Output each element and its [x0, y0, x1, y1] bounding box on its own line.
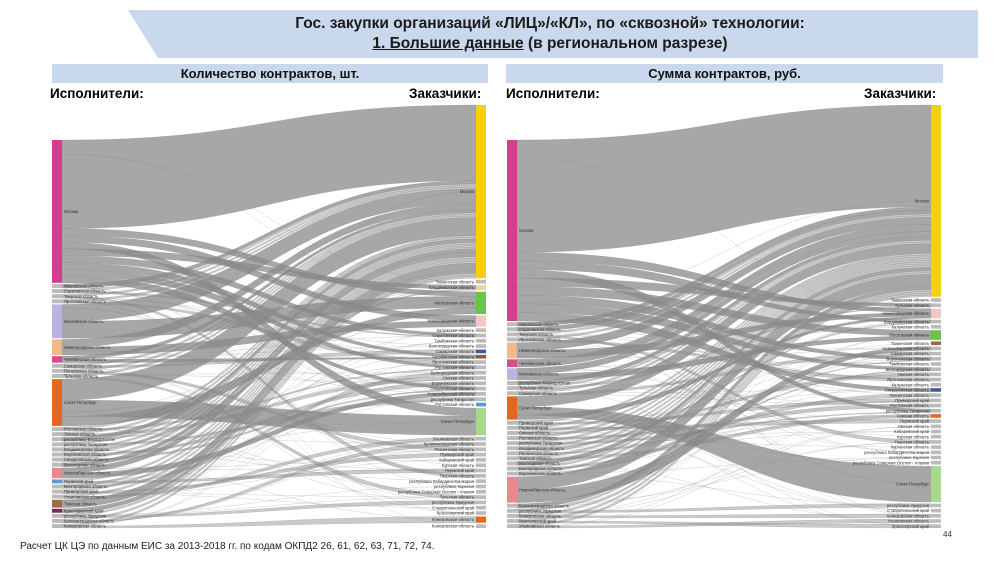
count-executor-node — [52, 447, 62, 451]
sum-customer-node — [931, 461, 941, 465]
sum-customer-label: Ульяновская область — [887, 518, 929, 524]
count-executor-label: Кемеровская область — [64, 523, 107, 529]
sum-customer-node — [931, 519, 941, 523]
sum-executor-node — [507, 467, 517, 471]
sum-customer-label: Свердловская область — [884, 387, 929, 393]
count-executor-node — [52, 495, 62, 499]
count-executor-node — [52, 369, 62, 373]
count-executor-label: Саратовская область — [64, 288, 106, 294]
count-customer-node — [476, 506, 486, 510]
sum-executor-label: Кемеровская область — [519, 513, 562, 519]
sum-customer-node — [931, 378, 941, 382]
sum-executor-label: Ульяновская область — [519, 523, 561, 529]
count-customer-node — [476, 105, 486, 278]
sum-customer-node — [931, 362, 941, 366]
count-executor-node — [52, 453, 62, 457]
left-panel-header: Количество контрактов, шт. — [52, 64, 488, 83]
title-topic: 1. Большие данные — [372, 35, 524, 52]
count-customer-label: Пензенская область — [434, 446, 474, 452]
count-customer-label: Кемеровская область — [431, 517, 474, 523]
sum-executor-label: Ярославская область — [519, 337, 562, 343]
sum-executor-node — [507, 477, 517, 503]
count-customer-label: Воронежская область — [431, 380, 474, 386]
count-customer-label: Московская область — [434, 300, 474, 306]
sum-customer-node — [931, 419, 941, 423]
title-subtopic: (в региональном разрезе) — [523, 35, 728, 52]
count-executor-label: Воронежская область — [64, 452, 107, 458]
sum-executor-label: Новосибирская область — [519, 487, 566, 493]
sum-customer-label: Белгородская область — [885, 366, 929, 372]
sum-customer-node — [931, 352, 941, 356]
count-customer-node — [476, 365, 486, 369]
sum-customer-node — [931, 347, 941, 351]
count-executor-node — [52, 140, 62, 283]
sum-executor-node — [507, 446, 517, 450]
count-customer-label: Ярославская область — [431, 359, 474, 365]
sum-executor-label: Ивановская область — [519, 321, 559, 327]
sum-executor-label: Московская область — [519, 371, 559, 377]
count-customer-label: Самарская область — [435, 349, 474, 355]
count-links — [62, 105, 476, 528]
count-executor-label: Ярославская область — [64, 298, 107, 304]
count-customer-label: Красноярский край — [436, 510, 474, 516]
count-executor-node — [52, 374, 62, 378]
sum-customer-node — [931, 445, 941, 449]
count-customer-node — [476, 485, 486, 489]
sum-executor-label: республика Башкортостан — [519, 380, 571, 386]
sum-executor-label: Калининградская область — [519, 503, 570, 509]
sum-customer-node — [931, 298, 941, 302]
count-executor-node — [52, 458, 62, 462]
count-executor-label: Краснодарский край — [64, 508, 104, 514]
count-customer-node — [476, 371, 486, 375]
sum-executor-label: республика Татарстан — [519, 440, 563, 446]
count-customer-node — [476, 403, 486, 407]
sum-executor-label: Ростовская область — [519, 435, 558, 441]
count-customer-node — [476, 442, 486, 446]
sum-customer-node — [931, 435, 941, 439]
sum-executor-label: Тульская область — [519, 385, 554, 391]
count-executor-node — [52, 364, 62, 368]
sum-customer-label: Владимирская область — [883, 319, 929, 325]
sum-customer-label: Ярославская область — [886, 377, 929, 383]
sum-customer-node — [931, 105, 941, 297]
sum-executor-node — [507, 343, 517, 359]
sum-executor-node — [507, 327, 517, 331]
sum-customer-node — [931, 383, 941, 387]
count-customer-label: Ставропольский край — [432, 505, 474, 511]
count-executor-node — [52, 463, 62, 467]
right-panel-executors-label: Исполнители: — [506, 86, 600, 101]
count-customer-node — [476, 490, 486, 494]
sum-executor-node — [507, 396, 517, 419]
count-customer-node — [476, 316, 486, 327]
count-executor-node — [52, 432, 62, 436]
sum-customer-node — [931, 514, 941, 518]
sum-customer-label: Новосибирская область — [882, 346, 929, 352]
count-executor-node — [52, 294, 62, 298]
sum-executor-node — [507, 368, 517, 380]
count-customer-node — [476, 397, 486, 401]
sum-customer-label: Тюменская область — [890, 297, 929, 303]
sum-customer-node — [931, 466, 941, 502]
count-customer-label: республика Удмуртия — [431, 500, 474, 506]
sum-executor-node — [507, 451, 517, 455]
count-customer-label: Свердловская область — [429, 386, 474, 392]
sum-customer-label: Ростовская область — [890, 403, 929, 409]
sum-executor-node — [507, 426, 517, 430]
sum-customer-label: Пензенская область — [889, 392, 929, 398]
sum-customer-label: Хабаровский край — [893, 429, 929, 435]
sum-customer-label: Курская область — [896, 434, 929, 440]
sum-customer-label: Московская область — [889, 332, 929, 338]
count-customer-node — [476, 292, 486, 314]
count-executor-node — [52, 509, 62, 513]
count-executor-label: Владимирская область — [64, 447, 110, 453]
sum-customer-node — [931, 425, 941, 429]
count-customer-label: Владимирская область — [428, 285, 474, 291]
count-customer-node — [476, 479, 486, 483]
sum-executor-node — [507, 436, 517, 440]
sum-customer-label: Москва — [914, 198, 929, 204]
count-customer-label: Волгоградская область — [428, 343, 474, 349]
left-panel-customers-label: Заказчики: — [409, 86, 482, 101]
sum-executor-node — [507, 386, 517, 390]
sum-customer-node — [931, 456, 941, 460]
count-executor-node — [52, 442, 62, 446]
sum-executor-node — [507, 431, 517, 435]
sum-customer-node — [931, 367, 941, 371]
count-executor-node — [52, 485, 62, 489]
sum-executor-node — [507, 381, 517, 385]
sum-executor-label: Приморский край — [519, 420, 553, 426]
sum-executor-node — [507, 391, 517, 395]
sum-customer-label: Курганская область — [890, 444, 929, 450]
count-executor-label: Калининградская область — [64, 518, 115, 524]
count-customer-label: Санкт-Петербург — [441, 419, 474, 425]
count-customer-label: Ростовская область — [435, 364, 474, 370]
count-executor-node — [52, 427, 62, 431]
count-executor-label: республика Татарстан — [64, 441, 108, 447]
count-customer-label: республика Северная Осетия - Алания — [397, 489, 474, 495]
sum-customer-node — [931, 303, 941, 307]
sum-customer-label: Тамбовская область — [889, 361, 929, 367]
count-customer-node — [476, 524, 486, 528]
sum-executor-label: Саратовская область — [519, 326, 561, 332]
right-panel-customers-label: Заказчики: — [864, 86, 937, 101]
count-customer-node — [476, 447, 486, 451]
count-executor-label: Пермский край — [64, 478, 94, 484]
count-customer-label: республика Карелия — [434, 484, 474, 490]
sum-executor-label: Москва — [519, 228, 534, 234]
sum-executor-label: Нижегородская область — [519, 347, 566, 353]
count-customer-node — [476, 392, 486, 396]
count-customer-node — [476, 387, 486, 391]
count-executor-label: республика Удмуртия — [64, 513, 107, 519]
count-customer-label: Омская область — [442, 375, 474, 381]
sum-customer-label: Калужская область — [891, 382, 929, 388]
count-executor-label: Челябинская область — [64, 357, 107, 363]
count-executor-node — [52, 437, 62, 441]
sum-customer-node — [931, 524, 941, 528]
right-panel-header: Сумма контрактов, руб. — [506, 64, 943, 83]
sum-customer-node — [931, 330, 941, 340]
sum-customer-node — [931, 504, 941, 508]
count-executor-node — [52, 524, 62, 528]
count-customer-label: Нижегородская область — [427, 318, 474, 324]
count-customer-node — [476, 285, 486, 290]
count-customer-node — [476, 458, 486, 462]
sum-customer-label: Санкт-Петербург — [896, 481, 929, 487]
count-executor-label: Москва — [64, 209, 79, 215]
count-executor-node — [52, 379, 62, 426]
count-customer-label: республика Татарстан — [430, 396, 474, 402]
sum-customer-node — [931, 309, 941, 319]
count-executor-node — [52, 519, 62, 523]
sum-executor-node — [507, 140, 517, 321]
count-customer-node — [476, 328, 486, 332]
sum-customer-label: Красноярский край — [891, 523, 929, 529]
count-customer-node — [476, 334, 486, 338]
count-customer-label: Пермский край — [444, 468, 474, 474]
sum-customer-node — [931, 409, 941, 413]
count-executor-node — [52, 304, 62, 338]
sankey-chart-count — [50, 100, 490, 532]
count-customer-label: Приморский край — [440, 452, 474, 458]
sum-executor-label: Челябинская область — [519, 360, 562, 366]
sum-customer-label: Тюменская область — [890, 340, 929, 346]
sum-executor-label: Томская область — [519, 455, 552, 461]
count-customer-label: республика Кабардино-Балкария — [409, 478, 474, 484]
count-customer-node — [476, 517, 486, 523]
sum-executor-node — [507, 359, 517, 367]
sum-customer-node — [931, 399, 941, 403]
count-customer-node — [476, 463, 486, 467]
sum-customer-node — [931, 509, 941, 513]
sum-customer-label: республика Удмуртия — [886, 503, 929, 509]
count-customer-node — [476, 355, 486, 359]
sum-customer-label: Омская область — [897, 371, 929, 377]
sum-customer-label: Нижегородская область — [882, 311, 929, 317]
sum-executor-node — [507, 332, 517, 336]
count-customer-node — [476, 350, 486, 354]
count-executor-node — [52, 514, 62, 518]
source-footnote: Расчет ЦК ЦЭ по данным ЕИС за 2013-2018 гг. по кодам ОКПД2 26, 61, 62, 63, 71, 72, 74. — [20, 541, 435, 552]
sum-executor-node — [507, 441, 517, 445]
count-executor-label: Нижегородская область — [64, 344, 111, 350]
count-customer-label: Тюменская область — [435, 279, 474, 285]
sum-customer-node — [931, 373, 941, 377]
left-panel-executors-label: Исполнители: — [50, 86, 144, 101]
sum-customer-node — [931, 357, 941, 361]
count-executor-label: Томская область — [64, 501, 97, 507]
sum-customer-label: Самарская область — [890, 351, 929, 357]
sum-executor-node — [507, 456, 517, 460]
count-executor-node — [52, 356, 62, 362]
sum-executor-label: Воронежская область — [519, 471, 562, 477]
sankey-chart-sum — [505, 100, 945, 532]
count-executor-label: Ростовская область — [64, 426, 103, 432]
count-customer-node — [476, 437, 486, 441]
count-executor-node — [52, 500, 62, 508]
count-executor-node — [52, 299, 62, 303]
sum-executor-label: Тверская область — [519, 331, 554, 337]
count-customer-label: Калининградская область — [423, 441, 474, 447]
sum-customer-node — [931, 341, 941, 345]
count-customer-label: Саратовская область — [432, 333, 474, 339]
sum-executor-label: Владимирская область — [519, 445, 565, 451]
count-executor-node — [52, 339, 62, 355]
title-line-2 — [200, 34, 900, 54]
sum-executor-node — [507, 509, 517, 513]
count-executor-node — [52, 479, 62, 483]
count-customer-label: Челябинская область — [431, 354, 474, 360]
count-executor-label: Вологодская область — [64, 462, 106, 468]
count-customer-node — [476, 344, 486, 348]
sum-executor-node — [507, 524, 517, 528]
count-customer-node — [476, 511, 486, 515]
count-executor-node — [52, 284, 62, 288]
sum-executor-label: Красноярский край — [519, 518, 557, 524]
count-customer-node — [476, 501, 486, 505]
count-customer-label: Тульская область — [439, 494, 474, 500]
sum-customer-node — [931, 414, 941, 418]
count-customer-node — [476, 408, 486, 435]
count-customer-label: Белгородская область — [430, 370, 474, 376]
count-customer-node — [476, 381, 486, 385]
count-executor-label: республика Башкортостан — [64, 436, 116, 442]
count-customer-label: Хабаровский край — [438, 457, 474, 463]
count-executor-label: Санкт-Петербург — [64, 400, 97, 406]
count-customer-node — [476, 339, 486, 343]
sum-customer-label: Калужская область — [891, 324, 929, 330]
count-executor-label: Приморский край — [64, 489, 98, 495]
sum-executor-label: Санкт-Петербург — [519, 405, 552, 411]
count-executor-label: Пензенская область — [64, 368, 104, 374]
count-customer-node — [476, 280, 486, 284]
count-executor-node — [52, 490, 62, 494]
sum-customer-node — [931, 404, 941, 408]
count-customer-node — [476, 474, 486, 478]
sum-customer-label: республика Кабардино-Балкария — [864, 449, 929, 455]
sum-executor-label: Самарская область — [519, 390, 558, 396]
count-customer-label: Тверская область — [439, 473, 474, 479]
count-executor-node — [52, 468, 62, 478]
sum-customer-label: Ставропольский край — [887, 508, 929, 514]
sum-executor-label: Вологодская область — [519, 461, 561, 467]
sum-executor-node — [507, 421, 517, 425]
count-executor-label: Новосибирская область — [64, 470, 111, 476]
sum-customer-label: Тульская область — [894, 302, 929, 308]
count-customer-node — [476, 360, 486, 364]
count-customer-label: Кемеровская область — [431, 523, 474, 529]
count-executor-label: Омская область — [64, 431, 96, 437]
sum-executor-label: Омская область — [519, 430, 551, 436]
sum-executor-label: Пензенская область — [519, 450, 559, 456]
sum-executor-node — [507, 519, 517, 523]
sum-customer-label: Пермский край — [899, 418, 929, 424]
sum-customer-node — [931, 393, 941, 397]
count-executor-label: Ивановская область — [64, 283, 104, 289]
sum-customer-label: Омская область — [897, 423, 929, 429]
count-executor-label: Ульяновская область — [64, 494, 106, 500]
sum-customer-label: республика Карелия — [889, 455, 929, 461]
sum-customer-label: Тверская область — [894, 439, 929, 445]
sum-customer-node — [931, 430, 941, 434]
sum-executor-label: республика Удмуртия — [519, 508, 562, 514]
sum-customer-label: республика Татарстан — [885, 408, 929, 414]
sum-customer-node — [931, 451, 941, 455]
sum-executor-label: Белгородская область — [519, 466, 563, 472]
count-executor-label: Свердловская область — [64, 457, 109, 463]
sum-executor-node — [507, 322, 517, 326]
count-customer-label: Курская область — [441, 462, 474, 468]
sum-customer-label: Кемеровская область — [886, 513, 929, 519]
count-executor-label: Тверская область — [64, 293, 99, 299]
count-customer-label: Ростовская область — [435, 402, 474, 408]
page-number: 44 — [943, 530, 952, 539]
count-customer-label: Калужская область — [436, 327, 474, 333]
sum-customer-node — [931, 388, 941, 392]
count-executor-label: Тульская область — [64, 373, 99, 379]
sum-customer-label: Приморский край — [895, 397, 929, 403]
count-executor-label: Белгородская область — [64, 484, 108, 490]
count-customer-node — [476, 453, 486, 457]
count-customer-node — [476, 376, 486, 380]
sum-customer-label: Воронежская область — [886, 356, 929, 362]
count-customer-label: Москва — [459, 189, 474, 195]
slide-title — [200, 14, 900, 54]
count-customer-label: Тамбовская область — [434, 338, 474, 344]
sum-customer-node — [931, 320, 941, 324]
sum-executor-node — [507, 514, 517, 518]
sum-executor-node — [507, 472, 517, 476]
count-executor-label: Московская область — [64, 318, 104, 324]
count-customer-label: Новосибирская область — [427, 391, 474, 397]
count-executor-label: Самарская область — [64, 363, 103, 369]
sum-customer-label: Томская область — [896, 413, 929, 419]
sum-customer-node — [931, 325, 941, 329]
sum-executor-node — [507, 461, 517, 465]
count-executor-node — [52, 289, 62, 293]
sum-executor-label: Пермский край — [519, 425, 549, 431]
sum-executor-node — [507, 504, 517, 508]
sum-executor-node — [507, 338, 517, 342]
count-customer-label: Ульяновская область — [432, 436, 474, 442]
sum-customer-label: республика Северная Осетия - Алания — [852, 460, 929, 466]
sum-customer-node — [931, 440, 941, 444]
count-customer-node — [476, 469, 486, 473]
title-line-1: Гос. закупки организаций «ЛИЦ»/«КЛ», по «сквозной» технологии: — [295, 15, 805, 32]
count-customer-node — [476, 495, 486, 499]
